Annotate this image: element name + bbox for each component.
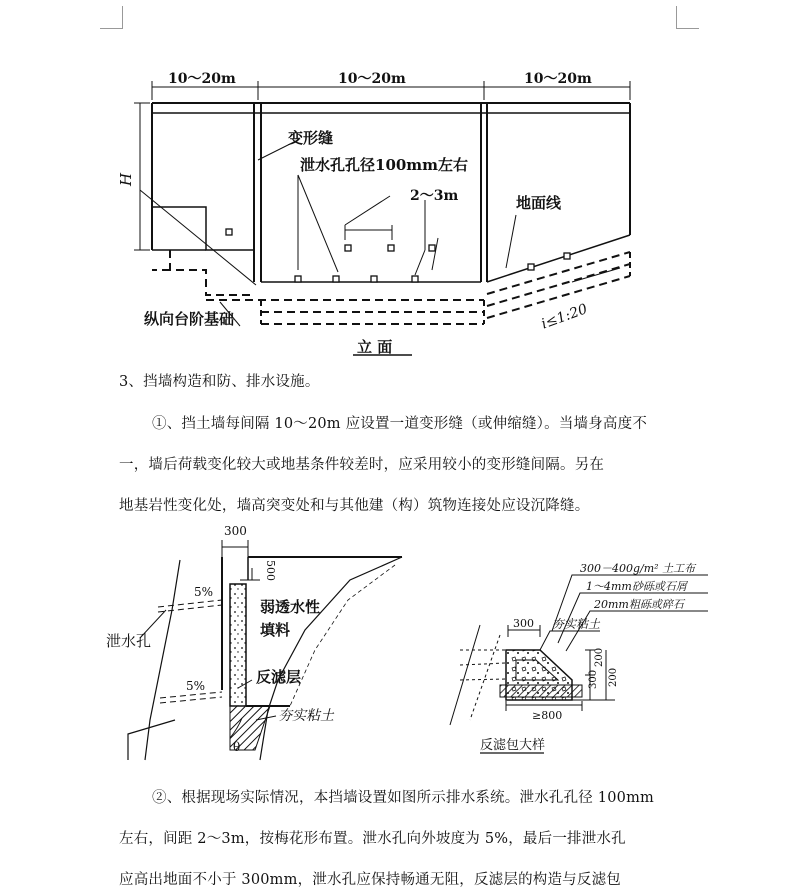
slope-label: i≤1:20 [539, 301, 590, 333]
theta-label: θ [233, 740, 241, 754]
detail-dim-200b: 200 [608, 667, 619, 687]
detail-clay-label: 夯实粘土 [552, 617, 601, 631]
weep-slope-lower: 5% [186, 679, 206, 693]
weep-slope-upper: 5% [194, 585, 214, 599]
elevation-drawing [0, 0, 795, 370]
height-label: H [117, 172, 135, 186]
segment-label: 10～20m [338, 71, 406, 87]
ground-line-label: 地面线 [516, 194, 562, 212]
detail-dim-bottom: ≥800 [532, 709, 563, 722]
segment-label: 10～20m [524, 71, 592, 87]
section-heading: 3、挡墙构造和防、排水设施。 [119, 374, 320, 390]
paragraph-1-line-1: ①、挡土墙每间隔 10～20m 应设置一道变形缝（或伸缩缝）。当墙身高度不 [152, 416, 648, 432]
paragraph-2-line-2: 左右，间距 2～3m，按梅花形布置。泄水孔向外坡度为 5%，最后一排泄水孔 [119, 831, 626, 847]
detail-dim-top: 300 [513, 617, 534, 630]
stepped-foundation-label: 纵向台阶基础 [144, 310, 235, 328]
wall-dim-top: 300 [224, 524, 247, 538]
detail-dim-200a: 200 [594, 647, 605, 667]
geotextile-label: 300－400g/m² 土工布 [580, 562, 696, 575]
deformation-joint-label: 变形缝 [288, 129, 334, 147]
paragraph-1-line-2: 一，墙后荷载变化较大或地基条件较差时，应采用较小的变形缝间隔。另在 [119, 457, 605, 473]
filter-detail-caption: 反滤包大样 [480, 738, 546, 753]
paragraph-1-line-3: 地基岩性变化处，墙高突变处和与其他建（构）筑物连接处应设沉降缝。 [119, 498, 590, 514]
clay-label: 夯实粘土 [278, 708, 334, 724]
filter-layer-label: 反滤层 [256, 668, 302, 686]
weep-hole-label: 泄水孔孔径100mm左右 [300, 156, 469, 174]
segment-label: 10～20m [168, 71, 236, 87]
fill-label-line2: 填料 [260, 621, 291, 639]
coarse-gravel-label: 20mm粗砾或碎石 [594, 598, 684, 611]
spacing-label: 2～3m [410, 188, 459, 204]
fill-label-line1: 弱透水性 [260, 598, 321, 616]
weep-hole-label: 泄水孔 [106, 632, 152, 650]
paragraph-2-line-1: ②、根据现场实际情况，本挡墙设置如图所示排水系统。泄水孔孔径 100mm [152, 790, 654, 806]
detail-dim-300: 300 [588, 669, 599, 689]
paragraph-2-line-3: 应高出地面不小于 300mm，泄水孔应保持畅通无阻，反滤层的构造与反滤包 [119, 872, 621, 888]
filter-bag-detail-drawing [440, 555, 710, 765]
wall-dim-side: 500 [264, 560, 277, 581]
elevation-caption: 立 面 [357, 338, 393, 356]
fine-gravel-label: 1～4mm砂砾或石屑 [586, 580, 687, 593]
